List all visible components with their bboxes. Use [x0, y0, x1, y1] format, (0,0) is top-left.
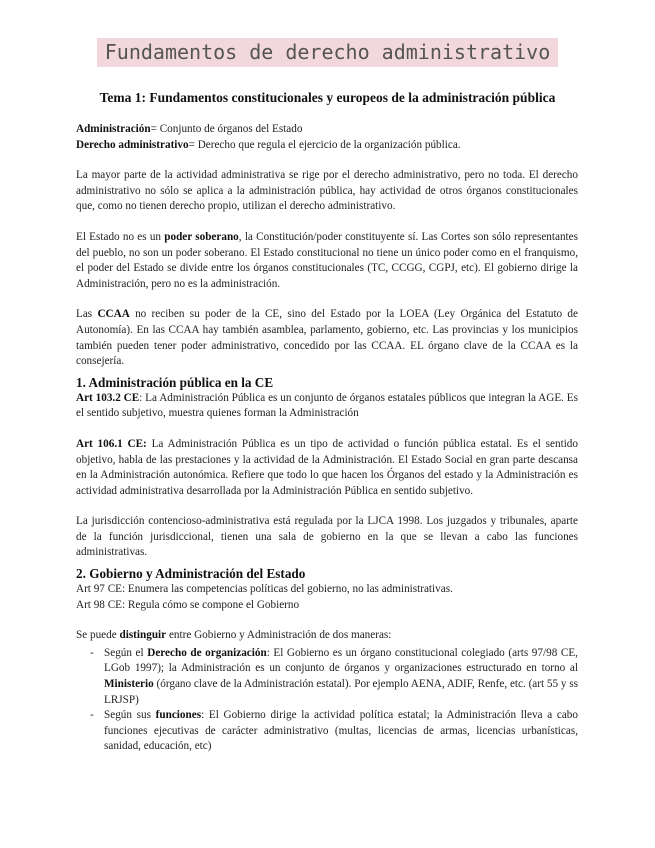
paragraph-jurisdiccion: La jurisdicción contencioso-administrativa está regulada por la LJCA 1998. Los juzgados y tribunales, aparte de la función jurisdiccional, tienen una sala de gobierno en la que se llevan a cabo las funciones administrativas. [76, 515, 578, 559]
section-2-heading: 2. Gobierno y Administración del Estado [76, 566, 306, 582]
document-title: Fundamentos de derecho administrativo [97, 38, 559, 67]
section-1-heading: 1. Administración pública en la CE [76, 374, 274, 390]
bullet-dash: - [90, 646, 94, 659]
paragraph-1: La mayor parte de la actividad administrativa se rige por el derecho administrativo, pero no toda. El derecho administrativo no sólo se aplica a la administración pública, hay actividad de otros órganos constitucionales que, como no tienen derecho propio, utilizan el derecho administrativo. [76, 169, 578, 213]
document-body [76, 122, 578, 755]
list-item-organizacion: - Según el Derecho de organización: El Gobierno es un órgano constitucional colegiado (arts 97/98 CE, LGob 1997); la Administración es un conjunto de órganos y organizaciones estructurado en torno al Ministerio (órgano clave de la Administración estatal). Por ejemplo AENA, ADIF, Renfe, etc. (art 55 y ss LRJSP) [90, 646, 578, 706]
paragraph-2: El Estado no es un poder soberano, la Constitución/poder constituyente sí. Las Cortes son sólo representantes del pueblo, no son un poder soberano. El Estado constitucional no tiene un único poder como en el franquismo, el poder del Estado se divide entre los órganos constitucionales (TC, CCGG, CGPJ, etc). El gobierno dirige la Administración, pero no es la administración. [76, 230, 578, 290]
article-103-2: Art 103.2 CE: La Administración Pública es un conjunto de órganos estatales públicos que integran la AGE. Es el sentido subjetivo, muestra quienes forman la Administración [76, 391, 578, 420]
distinction-list [76, 646, 578, 755]
definition-term: Administración [76, 123, 151, 135]
definition-administracion [76, 122, 578, 138]
definition-term: Derecho administrativo [76, 138, 189, 151]
article-98: Art 98 CE: Regula cómo se compone el Gobierno [76, 598, 300, 611]
definition-derecho-administrativo [76, 138, 578, 154]
topic-subtitle: Tema 1: Fundamentos constitucionales y europeos de la administración pública [99, 90, 556, 105]
article-106-1: Art 106.1 CE: La Administración Pública es un tipo de actividad o función pública estatal. Es el sentido objetivo, habla de las prestaciones y la actividad de la Administración. El Estado Social en gran parte descansa en la Administración autonómica. Refiere que todo lo que hacen los Órganos del estado y la Administración es actividad administrativa desarrollada por la Administración Pública en sentido subjetivo. [76, 437, 578, 497]
distinction-intro: Se puede distinguir entre Gobierno y Administración de dos maneras: [76, 629, 392, 642]
definition-text: = Conjunto de órganos del Estado [150, 123, 303, 135]
paragraph-3: Las CCAA no reciben su poder de la CE, sino del Estado por la LOEA (Ley Orgánica del Estatuto de Autonomía). En las CCAA hay también asamblea, parlamento, gobierno, etc. Las provincias y los municipios también pueden tener poder administrativo, concedido por las CCAA. EL órgano clave de la CCAA es la consejería. [76, 308, 578, 368]
article-97: Art 97 CE: Enumera las competencias políticas del gobierno, no las administrativas. [76, 583, 453, 596]
definition-text: = Derecho que regula el ejercicio de la organización pública. [188, 138, 461, 151]
title-wrap [0, 38, 655, 67]
bullet-dash: - [90, 709, 94, 722]
list-item-funciones: - Según sus funciones: El Gobierno dirige la actividad política estatal; la Administración lleva a cabo funciones ejecutivas de carácter administrativo (multas, licencias de armas, licencias urbanísticas, sanidad, educación, etc) [90, 709, 578, 753]
